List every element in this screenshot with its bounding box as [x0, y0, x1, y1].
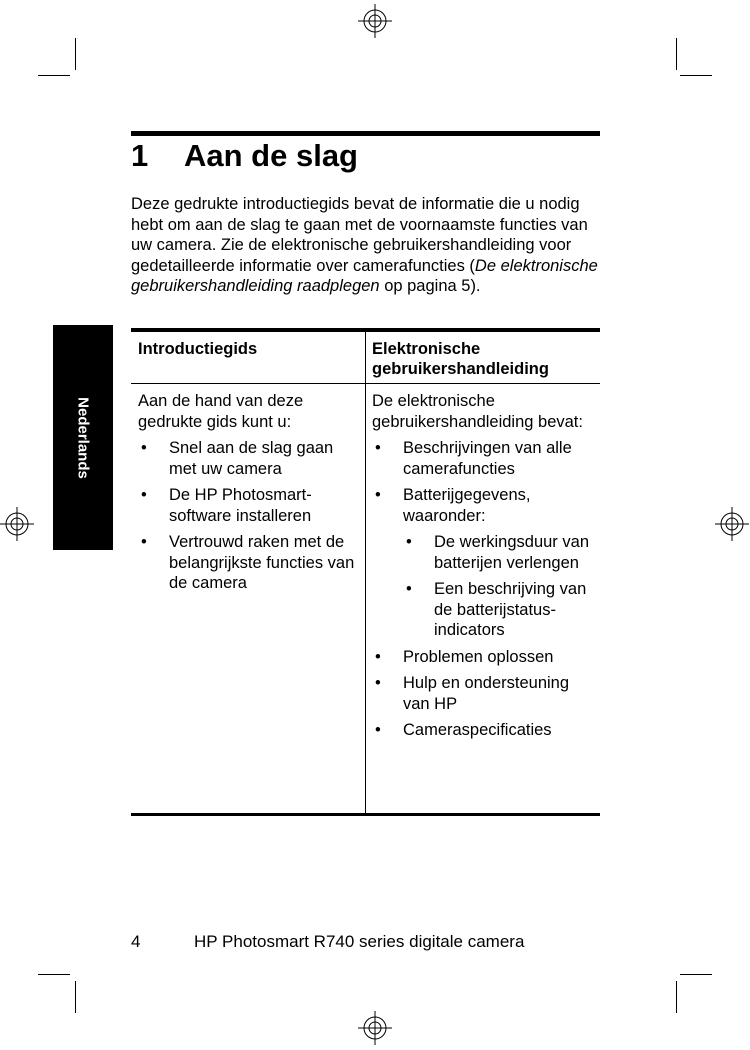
list-item: • Hulp en ondersteuning van HP	[372, 673, 598, 714]
sub-list-item: • De werkingsduur van batterijen verlengen	[403, 532, 598, 573]
table-header-elektronische-handleiding: Elektronische gebruikershandleiding	[372, 340, 549, 378]
chapter-number: 1	[131, 138, 149, 173]
sub-bullet-list	[403, 532, 598, 641]
chapter-title: Aan de slag	[184, 138, 358, 173]
registration-mark-icon	[358, 4, 392, 38]
list-item-text: Batterijgegevens, waaronder:	[403, 486, 531, 525]
page-footer	[131, 932, 524, 952]
registration-mark-icon	[358, 1011, 392, 1045]
crop-mark	[38, 974, 70, 975]
sub-list-item: • Een beschrijving van de batterijstatus-indicators	[403, 579, 598, 641]
table-column-divider	[365, 332, 366, 814]
table-header-introductiegids: Introductiegids	[138, 340, 258, 358]
intro-text-tail: op pagina 5).	[379, 277, 481, 295]
crop-mark	[676, 38, 677, 70]
chapter-top-rule	[131, 131, 600, 136]
list-item: • Cameraspecificaties	[372, 720, 598, 741]
crop-mark	[680, 974, 712, 975]
list-item: • Snel aan de slag gaan met uw camera	[138, 438, 362, 479]
list-item	[372, 485, 598, 641]
intro-paragraph	[131, 194, 601, 297]
crop-mark	[75, 981, 76, 1013]
intro-text: Deze gedrukte introductiegids bevat de informatie die u nodig hebt om aan de slag te gaan met de voornaamste functies van uw camera. Zie de elektronische gebruikershandleiding voor gedetailleerde informatie over camerafuncties (	[131, 195, 588, 275]
footer-title: HP Photosmart R740 series digitale camera	[194, 932, 525, 951]
crop-mark	[38, 75, 70, 76]
list-item: • Beschrijvingen van alle camerafuncties	[372, 438, 598, 479]
list-item: • Vertrouwd raken met de belangrijkste functies van de camera	[138, 532, 362, 594]
bullet-list	[372, 438, 598, 741]
table-cell-introductiegids	[138, 391, 362, 594]
registration-mark-icon	[0, 507, 34, 541]
cell-intro-text: Aan de hand van deze gedrukte gids kunt u:	[138, 392, 304, 431]
page-number: 4	[131, 932, 141, 951]
chapter-heading	[131, 138, 358, 174]
crop-mark	[676, 981, 677, 1013]
intro-cross-reference-link[interactable]: De elektronische gebruikershandleiding raadplegen	[131, 256, 598, 295]
language-side-tab-label: Nederlands	[74, 396, 92, 479]
registration-mark-icon	[715, 507, 749, 541]
crop-mark	[680, 75, 712, 76]
crop-mark	[75, 38, 76, 70]
table-bottom-rule	[131, 813, 600, 816]
language-side-tab	[53, 325, 113, 550]
bullet-list	[138, 438, 362, 594]
cell-intro-text: De elektronische gebruikershandleiding bevat:	[372, 392, 583, 431]
list-item: • Problemen oplossen	[372, 647, 598, 668]
list-item: • De HP Photosmart-software installeren	[138, 485, 362, 526]
table-cell-elektronische-handleiding	[372, 391, 598, 741]
